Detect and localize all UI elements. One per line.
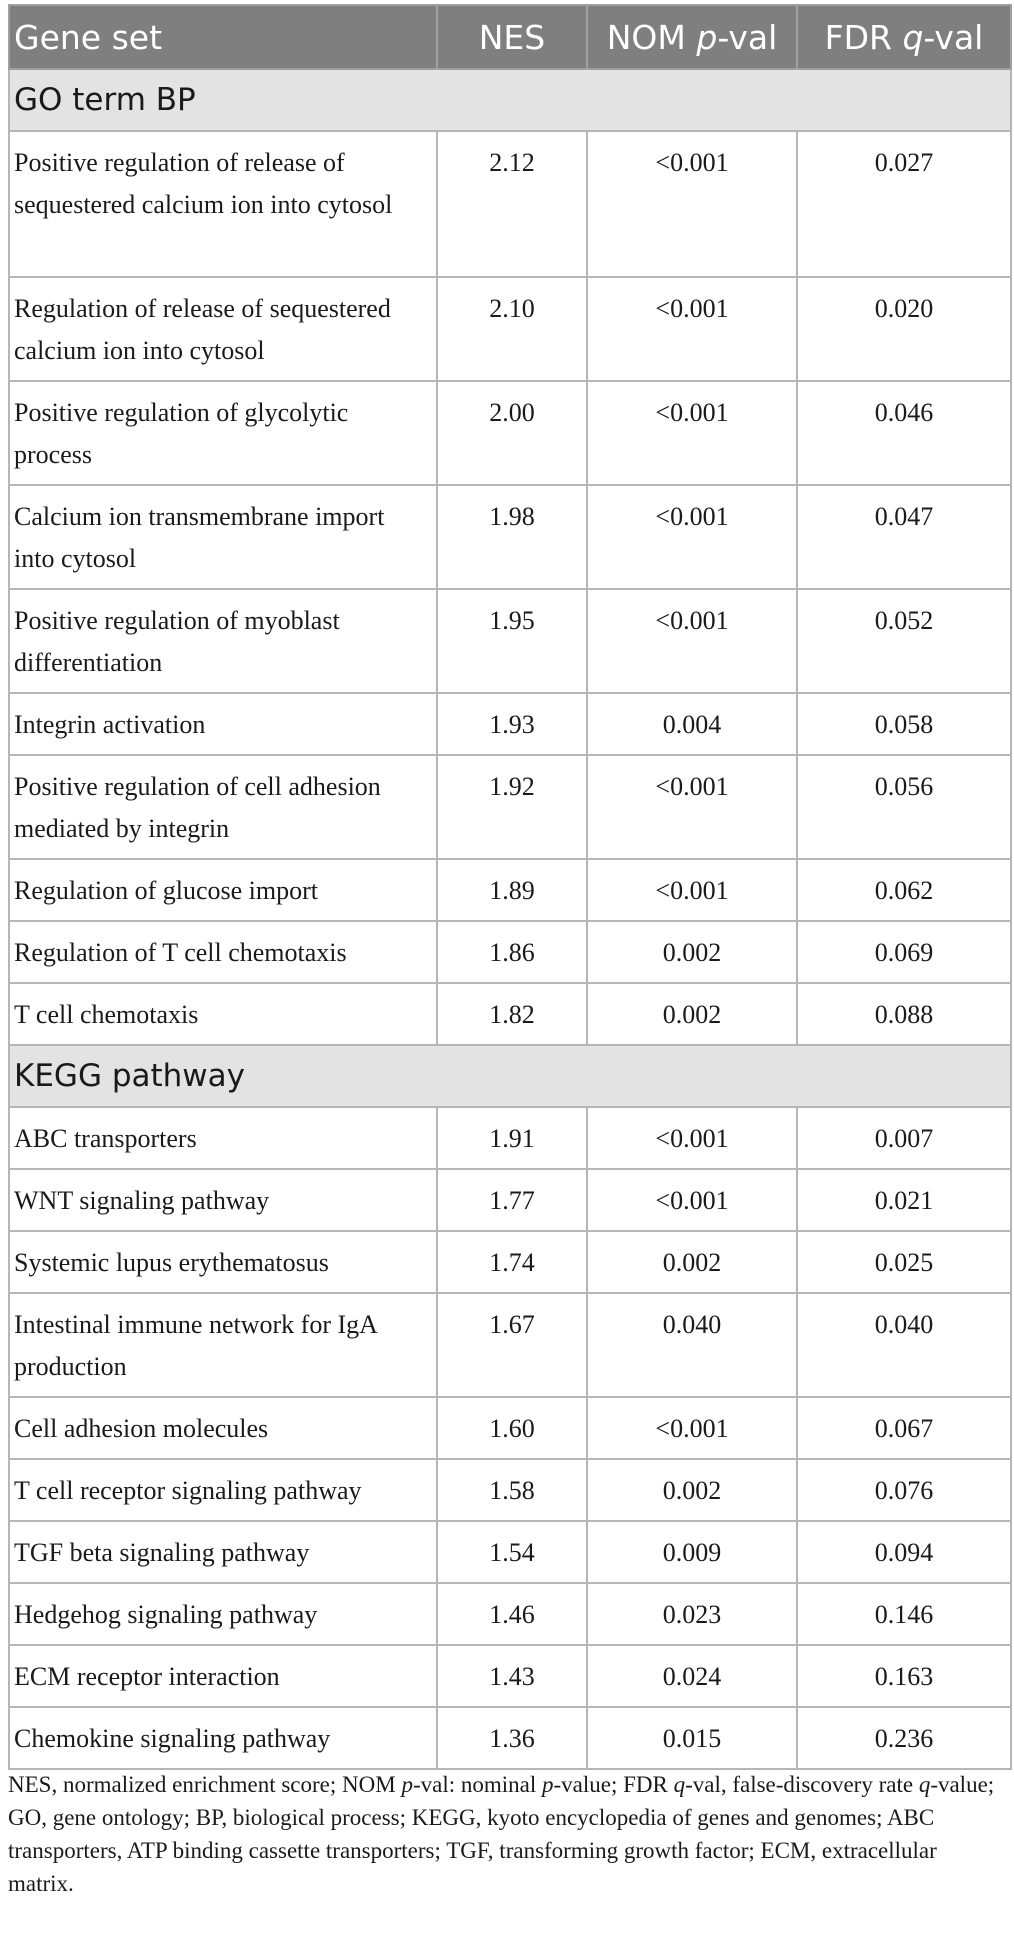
nom-pval-value: 0.040 <box>587 1293 797 1397</box>
gene-set-name: Positive regulation of glycolytic process <box>9 381 437 485</box>
footnote-var: p <box>401 1772 413 1797</box>
table-row <box>9 1397 1011 1459</box>
nom-pval-value: <0.001 <box>587 755 797 859</box>
gene-set-name: T cell chemotaxis <box>9 983 437 1045</box>
table-header <box>9 5 1011 69</box>
footnote-var: q <box>673 1772 686 1797</box>
table-row <box>9 1645 1011 1707</box>
fdr-qval-value: 0.025 <box>797 1231 1011 1293</box>
table-row <box>9 693 1011 755</box>
fdr-qval-value: 0.088 <box>797 983 1011 1045</box>
table-row <box>9 1169 1011 1231</box>
table-row <box>9 983 1011 1045</box>
footnote-text: -val, false-discovery rate <box>685 1772 919 1797</box>
section-title: GO term BP <box>9 69 1011 131</box>
nom-pval-value: <0.001 <box>587 859 797 921</box>
gene-set-name: T cell receptor signaling pathway <box>9 1459 437 1521</box>
footnote-text: -val: nominal <box>412 1772 542 1797</box>
fdr-qval-value: 0.027 <box>797 131 1011 277</box>
nes-value: 1.98 <box>437 485 587 589</box>
header-fdr-var: q <box>902 17 924 57</box>
nom-pval-value: <0.001 <box>587 1107 797 1169</box>
fdr-qval-value: 0.236 <box>797 1707 1011 1769</box>
gene-set-name: Positive regulation of myoblast differentiation <box>9 589 437 693</box>
nes-value: 2.00 <box>437 381 587 485</box>
header-nom-suffix: -val <box>717 17 778 57</box>
table-body <box>9 69 1011 1769</box>
table-row <box>9 1459 1011 1521</box>
table-row <box>9 131 1011 277</box>
nom-pval-value: 0.009 <box>587 1521 797 1583</box>
gene-set-name: Intestinal immune network for IgA production <box>9 1293 437 1397</box>
section-title: KEGG pathway <box>9 1045 1011 1107</box>
nom-pval-value: 0.002 <box>587 983 797 1045</box>
nom-pval-value: <0.001 <box>587 1169 797 1231</box>
header-fdr-qval <box>797 5 1011 69</box>
table-row <box>9 485 1011 589</box>
gene-set-name: Positive regulation of cell adhesion mediated by integrin <box>9 755 437 859</box>
gene-set-name: Chemokine signaling pathway <box>9 1707 437 1769</box>
fdr-qval-value: 0.163 <box>797 1645 1011 1707</box>
gene-set-name: Calcium ion transmembrane import into cytosol <box>9 485 437 589</box>
nom-pval-value: <0.001 <box>587 1397 797 1459</box>
footnote-text: -value; FDR <box>553 1772 674 1797</box>
header-nom-pval <box>587 5 797 69</box>
gene-set-name: Systemic lupus erythematosus <box>9 1231 437 1293</box>
nes-value: 1.95 <box>437 589 587 693</box>
nes-value: 2.10 <box>437 277 587 381</box>
fdr-qval-value: 0.069 <box>797 921 1011 983</box>
nes-value: 1.54 <box>437 1521 587 1583</box>
nom-pval-value: 0.002 <box>587 1231 797 1293</box>
section-row-go <box>9 69 1011 131</box>
fdr-qval-value: 0.067 <box>797 1397 1011 1459</box>
nes-value: 1.58 <box>437 1459 587 1521</box>
fdr-qval-value: 0.076 <box>797 1459 1011 1521</box>
nom-pval-value: <0.001 <box>587 381 797 485</box>
nes-value: 1.43 <box>437 1645 587 1707</box>
nom-pval-value: <0.001 <box>587 485 797 589</box>
table-footnote <box>8 1768 1008 1900</box>
nom-pval-value: 0.024 <box>587 1645 797 1707</box>
header-nom-prefix: NOM <box>606 17 697 57</box>
gene-set-name: ECM receptor interaction <box>9 1645 437 1707</box>
header-fdr-prefix: FDR <box>824 17 903 57</box>
fdr-qval-value: 0.046 <box>797 381 1011 485</box>
fdr-qval-value: 0.040 <box>797 1293 1011 1397</box>
gene-set-name: Cell adhesion molecules <box>9 1397 437 1459</box>
fdr-qval-value: 0.094 <box>797 1521 1011 1583</box>
header-fdr-suffix: -val <box>923 17 984 57</box>
gene-set-name: Regulation of glucose import <box>9 859 437 921</box>
fdr-qval-value: 0.021 <box>797 1169 1011 1231</box>
table-row <box>9 1231 1011 1293</box>
table-row <box>9 859 1011 921</box>
nes-value: 1.86 <box>437 921 587 983</box>
nes-value: 1.93 <box>437 693 587 755</box>
nom-pval-value: 0.002 <box>587 921 797 983</box>
nes-value: 1.74 <box>437 1231 587 1293</box>
nes-value: 1.82 <box>437 983 587 1045</box>
gene-set-name: TGF beta signaling pathway <box>9 1521 437 1583</box>
table-row <box>9 277 1011 381</box>
table-row <box>9 921 1011 983</box>
table-row <box>9 381 1011 485</box>
nes-value: 1.60 <box>437 1397 587 1459</box>
footnote-text: -value; GO, gene ontology; BP, biological process; KEGG, kyoto encyclopedia of genes and genomes; ABC transporters, ATP binding cassette transporters; TGF, transforming growth factor; ECM, extracellular matrix. <box>8 1772 995 1896</box>
fdr-qval-value: 0.062 <box>797 859 1011 921</box>
gsea-table <box>8 4 1012 1770</box>
nom-pval-value: 0.015 <box>587 1707 797 1769</box>
nes-value: 1.89 <box>437 859 587 921</box>
footnote-var: p <box>541 1772 554 1797</box>
fdr-qval-value: 0.052 <box>797 589 1011 693</box>
gene-set-name: Regulation of T cell chemotaxis <box>9 921 437 983</box>
table-row <box>9 589 1011 693</box>
nom-pval-value: <0.001 <box>587 589 797 693</box>
table-row <box>9 1107 1011 1169</box>
nes-value: 1.46 <box>437 1583 587 1645</box>
header-gene-set: Gene set <box>9 5 437 69</box>
fdr-qval-value: 0.020 <box>797 277 1011 381</box>
fdr-qval-value: 0.058 <box>797 693 1011 755</box>
gene-set-name: Regulation of release of sequestered calcium ion into cytosol <box>9 277 437 381</box>
gene-set-name: ABC transporters <box>9 1107 437 1169</box>
header-nes: NES <box>437 5 587 69</box>
table-row <box>9 755 1011 859</box>
nes-value: 1.91 <box>437 1107 587 1169</box>
table-container <box>8 4 1010 1770</box>
section-row-kegg <box>9 1045 1011 1107</box>
gene-set-name: Positive regulation of release of sequestered calcium ion into cytosol <box>9 131 437 277</box>
footnote-text: NES, normalized enrichment score; NOM <box>8 1772 402 1797</box>
nes-value: 1.36 <box>437 1707 587 1769</box>
nes-value: 1.92 <box>437 755 587 859</box>
fdr-qval-value: 0.007 <box>797 1107 1011 1169</box>
nom-pval-value: 0.004 <box>587 693 797 755</box>
fdr-qval-value: 0.056 <box>797 755 1011 859</box>
table-row <box>9 1583 1011 1645</box>
gene-set-name: Integrin activation <box>9 693 437 755</box>
fdr-qval-value: 0.047 <box>797 485 1011 589</box>
gene-set-name: WNT signaling pathway <box>9 1169 437 1231</box>
table-row <box>9 1707 1011 1769</box>
gene-set-name: Hedgehog signaling pathway <box>9 1583 437 1645</box>
header-nom-var: p <box>696 17 718 57</box>
nom-pval-value: <0.001 <box>587 131 797 277</box>
nom-pval-value: 0.002 <box>587 1459 797 1521</box>
fdr-qval-value: 0.146 <box>797 1583 1011 1645</box>
table-row <box>9 1293 1011 1397</box>
nes-value: 1.67 <box>437 1293 587 1397</box>
footnote-var: q <box>918 1772 931 1797</box>
table-row <box>9 1521 1011 1583</box>
nes-value: 2.12 <box>437 131 587 277</box>
nom-pval-value: 0.023 <box>587 1583 797 1645</box>
nes-value: 1.77 <box>437 1169 587 1231</box>
nom-pval-value: <0.001 <box>587 277 797 381</box>
header-row <box>9 5 1011 69</box>
